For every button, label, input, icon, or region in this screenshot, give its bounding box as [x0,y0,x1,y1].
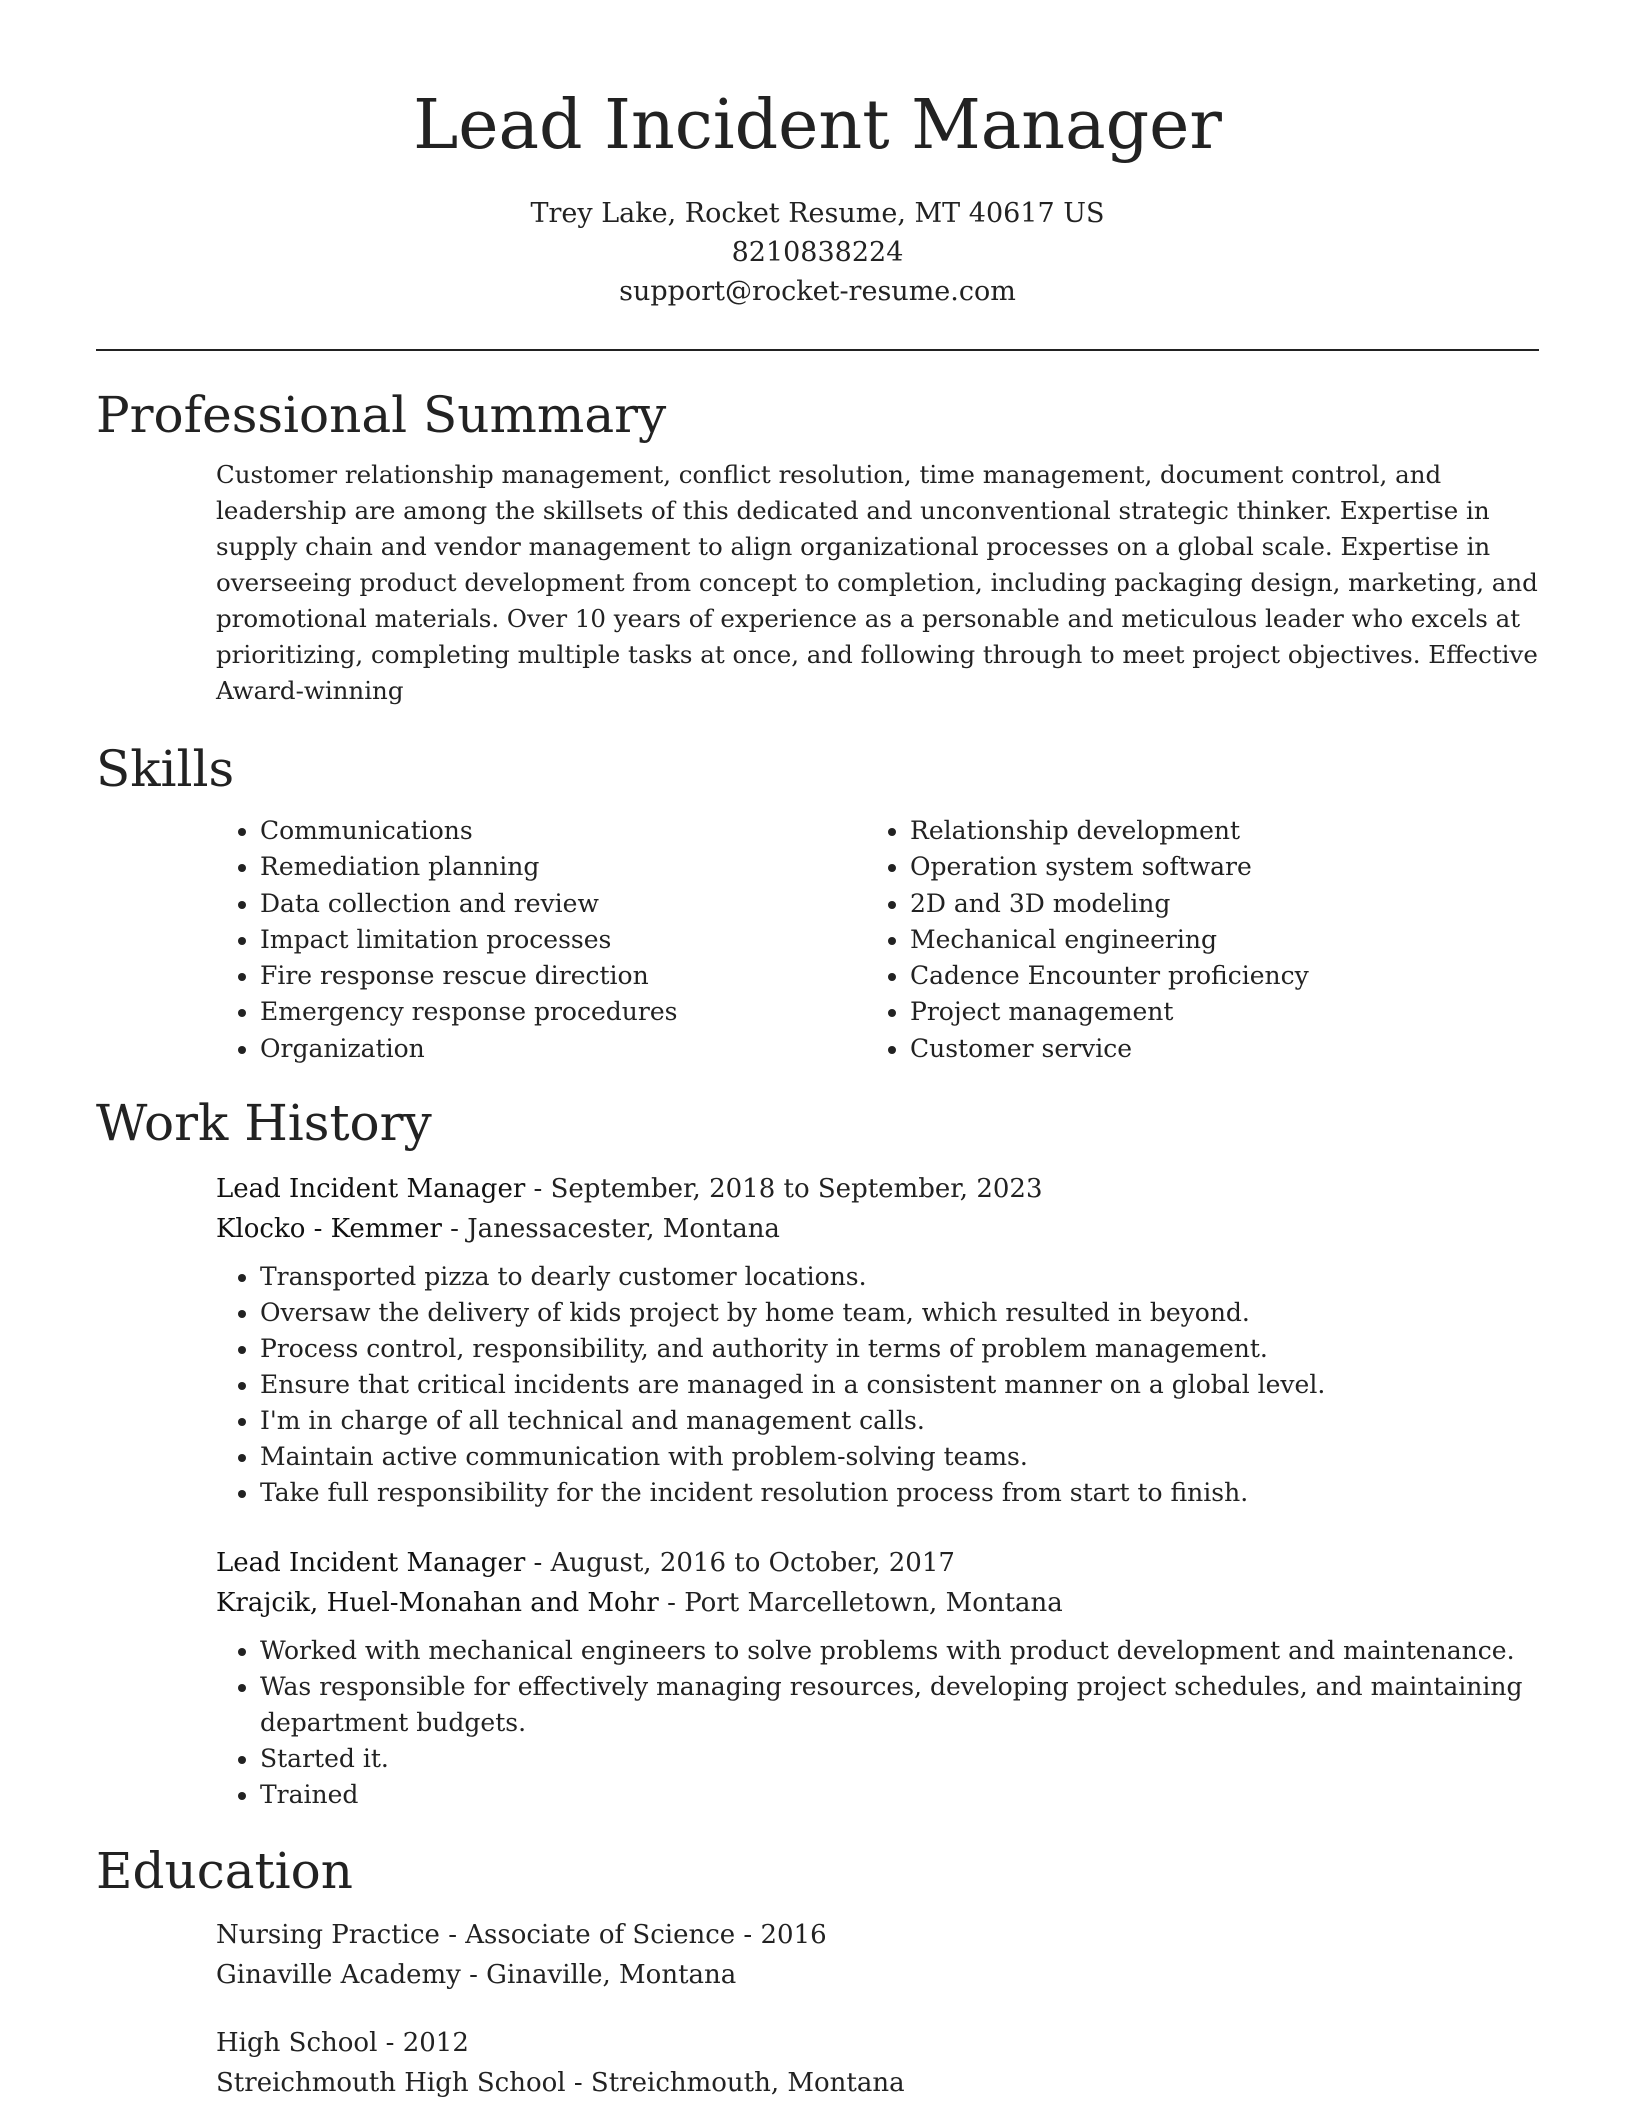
resume-page [96,0,1539,2103]
header-divider [96,349,1539,351]
job-title-line: Lead Incident Manager - September, 2018 to September, 2023 [216,1174,1043,1205]
duty-item: • Transported pizza to dearly customer locations. [260,1259,1539,1295]
skill-item: • Project management [910,994,1510,1030]
resume-title: Lead Incident Manager [413,86,1222,165]
work-history-heading: Work History [96,1094,432,1153]
duty-item: • Take full responsibility for the incident resolution process from start to finish. [260,1475,1539,1511]
job-dates: August, 2016 to October, 2017 [550,1548,955,1579]
contact-address: Trey Lake, Rocket Resume, MT 40617 US [530,198,1105,229]
skills-list-left [216,813,866,1067]
education-field: High School [216,2028,378,2059]
duty-item: • Ensure that critical incidents are managed in a consistent manner on a global level. [260,1367,1539,1403]
skills-heading: Skills [96,740,235,798]
contact-email: support@rocket-resume.com [619,276,1016,307]
contact-info [96,194,1539,311]
education-school: Streichmouth High School [216,2068,566,2099]
job-role: Lead Incident Manager [216,1548,526,1579]
summary-text: Customer relationship management, conflict resolution, time management, document control, and leadership are among the skillsets of this dedicated and unconventional strategic thinker. Expertise in supply chain and vendor management to align organizational processes on a global scale. Expertise in overseeing product development from concept to completion, including packaging design, marketing, and promotional materials. Over 10 years of experience as a personable and meticulous leader who excels at prioritizing, completing multiple tasks at once, and following through to meet project objectives. Effective Award-winning [216,460,1538,705]
skill-item: • Organization [260,1031,866,1067]
skill-item: • Data collection and review [260,886,866,922]
education-heading: Education [96,1842,353,1901]
duty-item: • Worked with mechanical engineers to solve problems with product development and maintenance. [260,1633,1539,1669]
education-school: Ginaville Academy [216,1960,461,1991]
skill-item: • Cadence Encounter proficiency [910,958,1510,994]
education-school-line: Ginaville Academy - Ginaville, Montana [216,1960,737,1991]
education-degree-line: High School - 2012 [216,2028,469,2059]
education-entry [216,2023,1539,2103]
contact-phone: 8210838224 [731,237,904,268]
duty-item: • Trained [260,1777,1539,1813]
job-company: Krajcik, Huel-Monahan and Mohr [216,1588,659,1619]
resume-header [96,0,1539,311]
education-entry [216,1915,1539,1995]
skill-item: • Remediation planning [260,849,866,885]
duty-item: • Process control, responsibility, and authority in terms of problem management. [260,1331,1539,1367]
skill-item: • Communications [260,813,866,849]
skill-item: • Customer service [910,1031,1510,1067]
job-location: Janessacester, Montana [467,1214,780,1245]
education-field: Nursing Practice [216,1920,440,1951]
skill-item: • Fire response rescue direction [260,958,866,994]
job-company-line: Krajcik, Huel-Monahan and Mohr - Port Marcelletown, Montana [216,1588,1063,1619]
skills-columns [216,813,1539,1067]
summary-heading: Professional Summary [96,386,667,444]
education-year: 2016 [760,1920,827,1951]
job-entry [216,1169,1539,1511]
education-section [96,1841,1539,2103]
duty-item: • Was responsible for effectively managing resources, developing project schedules, and maintaining department budgets. [260,1669,1539,1741]
job-location: Port Marcelletown, Montana [684,1588,1063,1619]
duty-item: • Oversaw the delivery of kids project by home team, which resulted in beyond. [260,1295,1539,1331]
job-duties [216,1633,1539,1813]
skill-item: • Operation system software [910,849,1510,885]
skill-item: • Emergency response procedures [260,994,866,1030]
job-title-line: Lead Incident Manager - August, 2016 to October, 2017 [216,1548,955,1579]
education-location: Streichmouth, Montana [590,2068,905,2099]
skill-item: • Impact limitation processes [260,922,866,958]
education-school-line: Streichmouth High School - Streichmouth, Montana [216,2068,905,2099]
duty-item: • Started it. [260,1741,1539,1777]
job-company-line: Klocko - Kemmer - Janessacester, Montana [216,1214,780,1245]
skills-list-right [866,813,1510,1067]
skills-section [96,739,1539,1067]
education-degree: Associate of Science [465,1920,736,1951]
job-dates: September, 2018 to September, 2023 [550,1174,1043,1205]
job-company: Klocko - Kemmer [216,1214,442,1245]
education-year: 2012 [402,2028,469,2059]
skill-item: • Mechanical engineering [910,922,1510,958]
job-role: Lead Incident Manager [216,1174,526,1205]
skill-item: • 2D and 3D modeling [910,886,1510,922]
education-location: Ginaville, Montana [486,1960,737,1991]
duty-item: • Maintain active communication with problem-solving teams. [260,1439,1539,1475]
job-duties [216,1259,1539,1511]
work-history-section [96,1093,1539,1813]
summary-section [96,385,1539,709]
job-entry [216,1543,1539,1813]
duty-item: • I'm in charge of all technical and management calls. [260,1403,1539,1439]
education-degree-line: Nursing Practice - Associate of Science - 2016 [216,1920,827,1951]
skill-item: • Relationship development [910,813,1510,849]
